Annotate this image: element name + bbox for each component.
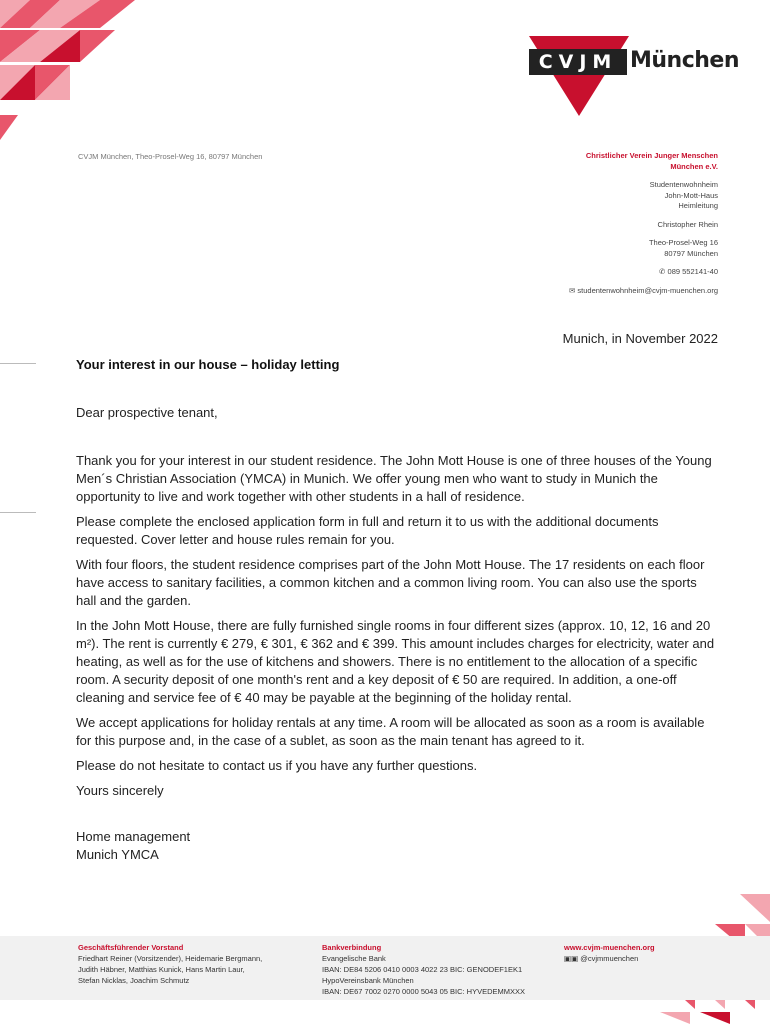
paragraph-contact: Please do not hesitate to contact us if you have any further questions. [76,758,478,773]
logo-cvjm-box: CVJM [529,49,627,75]
paragraph-application: Please complete the enclosed application form in full and return it to us with the additional documents requested. Cover letter and house rules remain for you. [76,514,659,547]
address-block [569,151,718,296]
footer-bank-line: Evangelische Bank [322,954,386,963]
unit-line1: Studentenwohnheim [649,180,718,189]
footer-website-link[interactable]: www.cvjm-muenchen.org [564,943,655,952]
unit-line3: Heimleitung [678,201,718,210]
email-icon: ✉ [569,285,578,295]
letter-date: Munich, in November 2022 [562,331,718,346]
signature-line1: Home management [76,829,191,844]
footer-board-line: Judith Häbner, Matthias Kunick, Hans Martin Laur, [78,965,245,974]
paragraph-rooms-rent: In the John Mott House, there are fully furnished single rooms in four different sizes (approx. 10, 12, 16 and 20 m²). The rent is currently € 279, € 301, € 362 and € 399. This amount includes charges for electricity, water and heating, as well as for the use of kitchens and showers. There is no entitlement to the allocation of a specific room. A security deposit of one month's rent and a key deposit of € 50 are required. In addition, a one-off cleaning and service fee of € 40 may be payable at the beginning of the holiday rental. [76,618,715,705]
logo-triangle-icon [529,36,629,116]
footer-board [78,942,262,986]
decorative-triangles-top-left [0,0,140,150]
paragraph-intro: Thank you for your interest in our student residence. The John Mott House is one of three houses of the Young Men´s Christian Association (YMCA) in Munich. We offer young men who want to study in Munich the opportunity to live and work together with other students in a hall of residence. [76,453,712,504]
social-media-icon: ▣▣ [564,954,581,963]
cvjm-logo [529,36,740,116]
footer-bank [322,942,525,997]
footer-bank-line: HypoVereinsbank München [322,976,414,985]
paragraph-allocation: We accept applications for holiday rentals at any time. A room will be allocated as soon as a room is available for this purpose and, in the case of a sublet, as soon as the main tenant has agreed to it. [76,715,705,748]
sender-return-address: CVJM München, Theo-Prosel-Weg 16, 80797 München [78,152,263,161]
closing: Yours sincerely [76,783,164,798]
org-name-line2: München e.V. [670,161,718,171]
footer-bank-line: IBAN: DE84 5206 0410 0003 4022 23 BIC: GENODEF1EK1 [322,965,523,974]
paragraph-floors: With four floors, the student residence comprises part of the John Mott House. The 17 residents on each floor have access to sanitary facilities, a common kitchen and a common living room. You can also use the sports hall and the garden. [76,557,705,608]
street-address: Theo-Prosel-Weg 16 [648,238,718,247]
unit-line2: John-Mott-Haus [664,190,718,200]
footer-web [564,942,655,964]
footer-social-handle[interactable]: @cvjmmuenchen [580,954,639,963]
contact-person: Christopher Rhein [657,219,718,229]
letter-body [76,404,720,864]
salutation: Dear prospective tenant, [76,405,218,420]
signature-line2: Munich YMCA [76,847,159,862]
email-line [569,286,718,297]
footer-bank-heading: Bankverbindung [322,943,382,952]
punch-mark [0,512,36,513]
footer-board-line: Stefan Nicklas, Joachim Schmutz [78,976,190,985]
logo-city-name: München [630,48,740,73]
email-address[interactable]: studentenwohnheim@cvjm-muenchen.org [577,285,718,295]
org-name-line1: Christlicher Verein Junger Menschen [585,151,718,160]
footer-board-heading: Geschäftsführender Vorstand [78,943,184,952]
footer-board-line: Friedhart Reiner (Vorsitzender), Heidemarie Bergmann, [78,954,263,963]
letter-subject: Your interest in our house – holiday letting [76,357,340,372]
footer-social [564,953,655,964]
phone-line [569,267,718,278]
phone-icon: ✆ [659,267,668,276]
phone-number: 089 552141-40 [667,267,718,276]
city-address: 80797 München [664,248,718,258]
footer-bank-line: IBAN: DE67 7002 0270 0000 5043 05 BIC: HYVEDEMMXXX [322,987,526,996]
fold-mark [0,363,36,364]
